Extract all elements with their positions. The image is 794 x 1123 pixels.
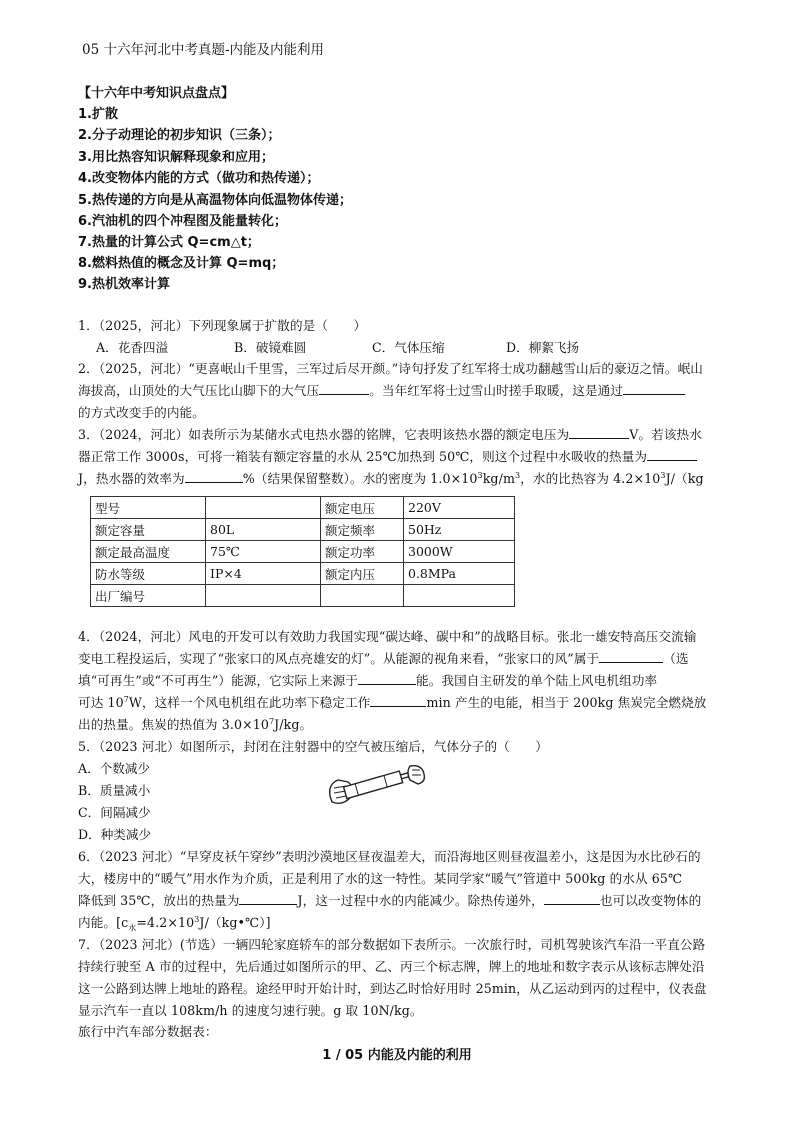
q5-option-d: D．种类减少 (78, 827, 152, 842)
answer-blank[interactable] (239, 892, 297, 905)
answer-blank[interactable] (185, 470, 243, 483)
q3-line: 3．（2024，河北）如表所示为某储水式电热水器的铭牌，它表明该热水器的额定电压为 V。若该热水 (78, 427, 702, 442)
answer-blank[interactable] (569, 426, 629, 439)
q1-option-c: C．气体压缩 (372, 340, 445, 355)
table-row: 出厂编号 (91, 585, 515, 607)
answer-blank[interactable] (544, 892, 600, 905)
q2-line: 海拔高，山顶处的大气压比山脚下的大气压 。当年红军将士过雪山时搓手取暖，这是通过 (78, 380, 685, 399)
q6-line: 6．（2023 河北）“早穿皮袄午穿纱”表明沙漠地区昼夜温差大，而沿海地区则昼夜温差小，这是因为水比砂石的 (78, 849, 701, 864)
q1-option-b: B．破镜难圆 (234, 340, 307, 355)
q1-option-d: D．柳絮飞扬 (506, 340, 580, 355)
answer-blank[interactable] (647, 448, 697, 461)
knowledge-item: 4.改变物体内能的方式（做功和热传递）； (78, 171, 320, 186)
q7-line: 持续行驶至 A 市的过程中，先后通过如图所示的甲、乙、丙三个标志牌，牌上的地址和数字表示从该标志牌处沿 (78, 959, 705, 974)
table-row: 额定最高温度 75℃ 额定功率 3000W (91, 541, 515, 563)
q1-stem: 1．（2025，河北）下列现象属于扩散的是（ ） (78, 318, 367, 333)
page-footer: 1 / 05 内能及内能的利用 (322, 1048, 472, 1063)
q4-line: 4．（2024，河北）风电的开发可以有效助力我国实现“碳达峰、碳中和”的战略目标。张北一雄安特高压交流输 (78, 629, 697, 644)
knowledge-heading: 【十六年中考知识点盘点】 (78, 86, 235, 101)
q4-line: 可达 $10^7W$，这样一个风电机组在此功率下稳定工作 min 产生的电能，相当于 200kg 焦炭完全燃烧放 (78, 694, 707, 710)
q2-line: 2．（2025，河北）“更喜岷山千里雪，三军过后尽开颜。”诗句抒发了红军将士成功翻越雪山后的豪迈之情。岷山 (78, 361, 703, 376)
q1-option-a: A．花香四溢 (96, 340, 169, 355)
knowledge-item: 5.热传递的方向是从高温物体向低温物体传递； (78, 193, 352, 208)
knowledge-item: 2.分子动理论的初步知识（三条）； (78, 128, 281, 143)
knowledge-item: 7.热量的计算公式 Q=cm△t； (78, 235, 260, 250)
q5-option-a: A．个数减少 (78, 761, 151, 776)
q5-option-b: B．质量减小 (78, 783, 151, 798)
q6-line: 内能。$[c_水=4.2\times 10^3J/(kg•℃)]$ (78, 914, 271, 933)
answer-blank[interactable] (370, 694, 426, 707)
q4-line: 出的热量。焦炭的热值为 $3.0\times 10^7J/kg$。 (78, 716, 313, 732)
table-row: 额定容量 80L 额定频率 50Hz (91, 519, 515, 541)
q7-line: 显示汽车一直以 108km/h 的速度匀速行驶。g 取 10N/kg。 (78, 1003, 423, 1018)
answer-blank[interactable] (358, 672, 416, 685)
q7-line: 这一公路到达牌上地址的路程。途经甲时开始计时，到达乙时恰好用时 25min，从乙运动到丙的过程中，仪表盘 (78, 981, 707, 996)
q6-line: 大，楼房中的“暖气”用水作为介质，正是利用了水的这一特性。某同学家“暖气”管道中 500kg 的水从 65℃ (78, 871, 683, 886)
table-row: 型号 额定电压 220V (91, 497, 515, 519)
q7-line: 7．（2023 河北）(节选）一辆四轮家庭轿车的部分数据如下表所示。一次旅行时，司机驾驶该汽车沿一平直公路 (78, 937, 706, 952)
q4-line: 变电工程投运后，实现了“张家口的风点亮雄安的灯”。从能源的视角来看，“张家口的风”属于 （选 (78, 651, 689, 666)
answer-blank[interactable] (599, 650, 663, 663)
knowledge-item: 8.燃料热值的概念及计算 Q=mq； (78, 256, 285, 271)
knowledge-item: 9.热机效率计算 (78, 277, 170, 292)
q3-line: J，热水器的效率为 %（结果保留整数）。水的密度为 $1.0\times 10^3kg/m^3$，水的比热容为 $4.2\times 10^3J/(kg$ (78, 470, 704, 486)
spec-table (90, 496, 515, 607)
q5-stem: 5．（2023 河北）如图所示，封闭在注射器中的空气被压缩后，气体分子的（ ） (78, 739, 548, 754)
table-row: 防水等级 IP×4 额定内压 0.8MPa (91, 563, 515, 585)
knowledge-item: 3.用比热容知识解释现象和应用； (78, 150, 274, 165)
knowledge-item: 1.扩散 (78, 107, 118, 122)
q2-line: 的方式改变手的内能。 (78, 405, 205, 420)
q5-option-c: C．间隔减少 (78, 805, 151, 820)
q7-line: 旅行中汽车部分数据表： (78, 1024, 218, 1039)
answer-blank[interactable] (319, 382, 369, 395)
q6-line: 降低到 35℃，放出的热量为 J，这一过程中水的内能减少。除热传递外， 也可以改变物体的 (78, 893, 702, 908)
document-title: 05 十六年河北中考真题-内能及内能利用 (82, 42, 325, 58)
answer-blank[interactable] (623, 382, 685, 395)
knowledge-item: 6.汽油机的四个冲程图及能量转化； (78, 214, 287, 229)
q4-line: 填“可再生”或“不可再生”）能源，它实际上来源于 能。我国自主研发的单个陆上风电机组功率 (78, 673, 658, 688)
q3-line: 器正常工作 3000s，可将一箱装有额定容量的水从 25℃加热到 50℃，则这个过程中水吸收的热量为 (78, 446, 697, 465)
syringe-figure (326, 758, 428, 810)
